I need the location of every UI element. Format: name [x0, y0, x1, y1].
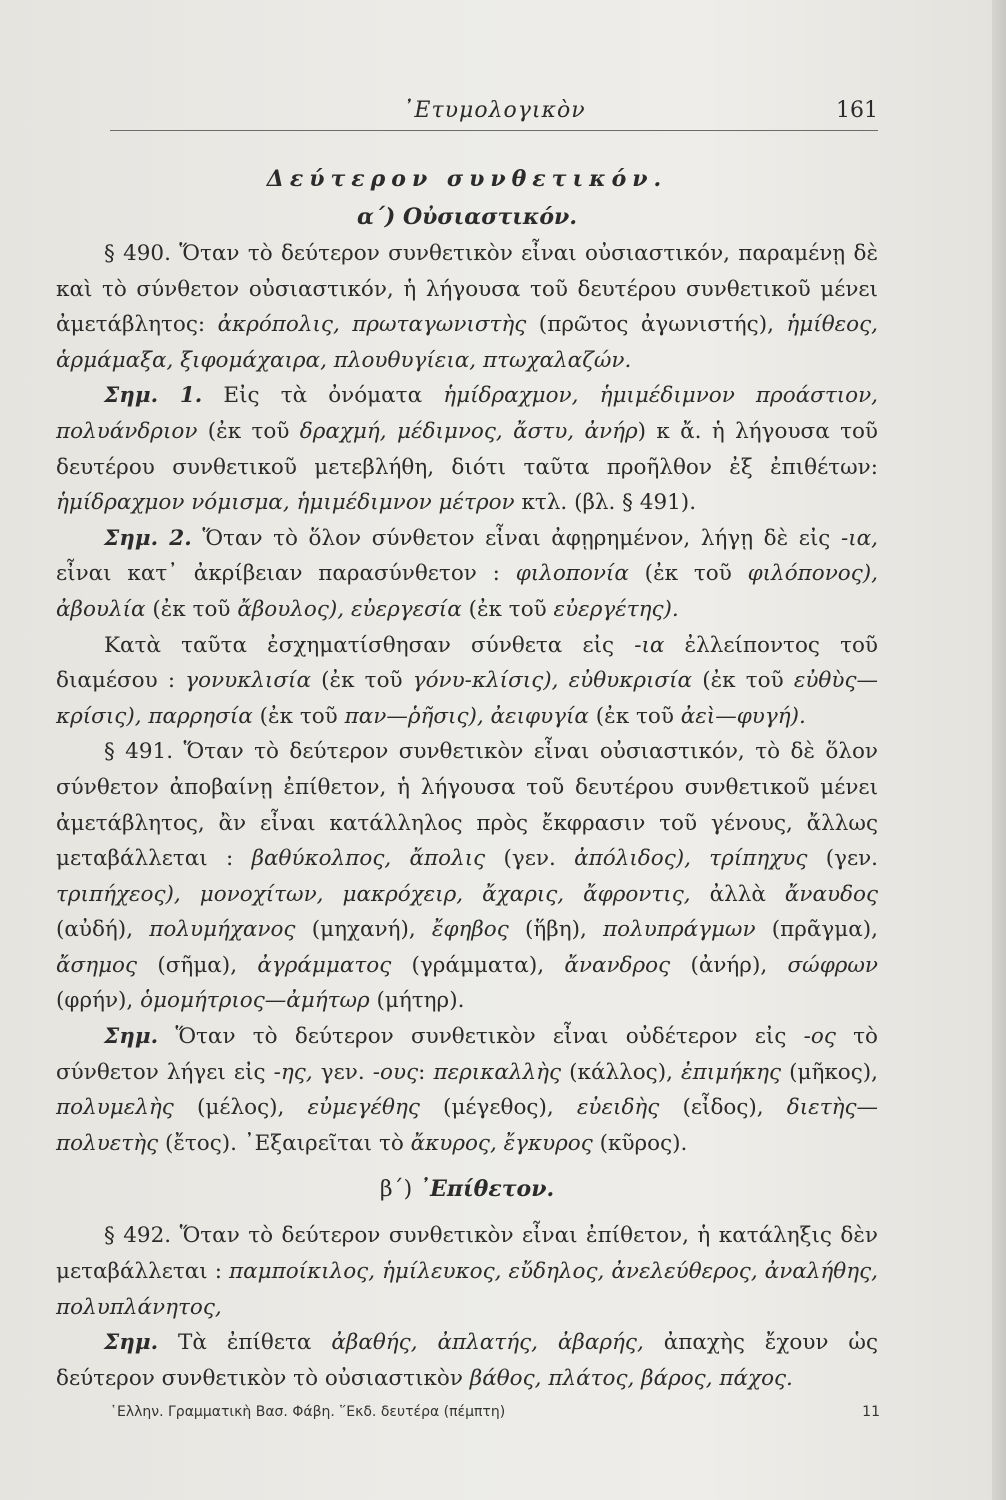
example: ἀπόλιδος), τρίπηχυς	[574, 846, 808, 872]
example: -ος	[803, 1024, 836, 1050]
text: Τὰ ἐπίθετα	[158, 1330, 332, 1356]
note-2	[56, 521, 878, 628]
section-number: § 491.	[104, 739, 174, 765]
text: ἀλλὰ	[690, 881, 785, 907]
paragraph-kata	[56, 628, 878, 735]
text: (σῆμα),	[137, 952, 258, 978]
text: (ἐκ τοῦ	[461, 596, 554, 622]
example: φιλόπονος), ἀβουλία	[56, 561, 878, 622]
example: βαθύκολπος, ἄπολις	[251, 846, 486, 872]
example: -ους	[372, 1059, 419, 1085]
example: γονυκλισία	[185, 668, 311, 694]
subsection-prefix: β΄)	[379, 1177, 420, 1203]
example: ἄνανδρος	[564, 952, 671, 978]
example: πολυπράγμων	[603, 917, 756, 943]
text: (γεν.	[485, 846, 575, 872]
text: (γεν.	[807, 846, 879, 872]
page-number: 161	[836, 98, 878, 123]
signature-number: 11	[862, 1404, 880, 1420]
example: περικαλλὴς	[433, 1059, 562, 1085]
example: -ια	[634, 632, 665, 658]
text: (ἐκ τοῦ	[197, 418, 300, 444]
text: (ἐκ τοῦ	[628, 561, 748, 587]
example: ἄβουλος), εὐεργεσία	[237, 596, 462, 622]
note-label: Σημ.	[104, 1330, 159, 1356]
subsection-title-b	[56, 1161, 878, 1218]
text: (αὐδή),	[56, 917, 150, 943]
text: (ἐκ τοῦ	[692, 668, 794, 694]
example: ἡμίδραχμον νόμισμα, ἡμιμέδιμνον μέτρον	[56, 490, 515, 516]
text: (ἀνήρ),	[670, 952, 788, 978]
section-number: § 492.	[104, 1223, 172, 1249]
example: εὐμεγέθης	[307, 1095, 420, 1121]
text: (ἥβη),	[508, 917, 604, 943]
text: (γράμματα),	[391, 952, 565, 978]
example: διετὴς—πολυετὴς	[56, 1095, 879, 1156]
text: (κῦρος).	[592, 1130, 688, 1156]
example: παμποίκιλος, ἡμίλευκος, εὔδηλος, ἀνελεύθερος, ἀναλήθης, πολυπλάνητος,	[56, 1259, 878, 1320]
header-rule	[110, 130, 878, 131]
text: Ὅταν τὸ δεύτερον συνθετικὸν εἶναι οὐσιαστικόν, τὸ δὲ ὅλον σύνθετον ἀποβαίνῃ ἐπίθετον, ἡ λήγουσα τοῦ δευτέρου συνθετικοῦ μένει ἀμετάβλητος, ἂν εἶναι κατάλληλος πρὸς ἔκφρασιν τοῦ γένους, ἄλλως μεταβάλλεται :	[56, 739, 878, 872]
example: ἄκυρος, ἔγκυρος	[410, 1130, 593, 1156]
subsection-title-a: α΄) Οὐσιαστικόν.	[357, 204, 577, 230]
section-number: § 490.	[104, 241, 171, 266]
example: πολυμήχανος	[149, 917, 296, 943]
footer-citation: ῾Ελλην. Γραμματικὴ Βασ. Φάβη. ῞Εκδ. δευτέρα (πέμπτη)	[110, 1404, 506, 1420]
text: ἐλλείποντος τοῦ διαμέσου :	[56, 632, 878, 694]
text: Ὅταν τὸ δεύτερον συνθετικὸν εἶναι οὐδέτερον εἰς	[158, 1024, 804, 1050]
text: εἶναι κατ᾿ ἀκρίβειαν παρασύνθετον :	[56, 561, 516, 587]
example: ἐπιμήκης	[681, 1059, 782, 1085]
example: ἄσημος	[56, 952, 138, 978]
example: ἡμίδραχμον, ἡμιμέδιμνον προάστιον, πολυάνδριον	[56, 383, 879, 444]
text: Κατὰ ταῦτα ἐσχηματίσθησαν σύνθετα εἰς	[104, 632, 635, 658]
text: ) κ ἄ. ἡ λήγουσα τοῦ δευτέρου συνθετικοῦ μετεβλήθη, διότι ταῦτα προῆλθον ἐξ ἐπιθέτων:	[56, 418, 878, 480]
text: (μέγεθος),	[419, 1095, 577, 1121]
page-edge-shadow	[992, 0, 1006, 1500]
text: (μέλος),	[173, 1095, 308, 1121]
paragraph-490	[56, 236, 878, 378]
example: δραχμή, μέδιμνος, ἄστυ, ἀνήρ	[299, 418, 638, 444]
example: τριπήχεος), μονοχίτων, μακρόχειρ, ἄχαρις, ἄφροντις,	[56, 881, 691, 907]
example: ἀεὶ—φυγή).	[680, 703, 806, 729]
text: (μηχανή),	[295, 917, 432, 943]
example: εὐειδὴς	[576, 1095, 660, 1121]
example: παν—ῥῆσις), ἀειφυγία	[344, 703, 589, 729]
example: εὐθὺς—κρίσις), παρρησία	[56, 668, 878, 729]
text: (κάλλος),	[561, 1059, 682, 1085]
text: Εἰς τὰ ὀνόματα	[202, 383, 444, 409]
text: Ὅταν τὸ δεύτερον συνθετικὸν εἶναι ἐπίθετον, ἡ κατάληξις δὲν μεταβάλλεται :	[56, 1223, 878, 1285]
running-header	[110, 98, 878, 132]
example: ἀκρόπολις, πρωταγωνιστὴς	[217, 312, 527, 338]
text: Ὅταν τὸ ὅλον σύνθετον εἶναι ἀφῃρημένον, λήγῃ δὲ εἰς	[191, 525, 841, 551]
footer	[110, 1404, 880, 1420]
example: εὐεργέτης).	[553, 596, 679, 622]
note-4	[56, 1325, 878, 1396]
example: ὁμομήτριος—ἀμήτωρ	[140, 988, 370, 1014]
page-content	[56, 160, 878, 1396]
text: (ἐκ τοῦ	[252, 703, 345, 729]
note-label: Σημ.	[104, 1024, 159, 1050]
example: ἡμίθεος, ἁρμάμαξα, ξιφομάχαιρα, πλουθυγίεια, πτωχαλαζών.	[56, 312, 878, 373]
text: (φρήν),	[56, 988, 141, 1014]
text: (μήτηρ).	[369, 988, 465, 1014]
note-label: Σημ. 2.	[104, 525, 192, 551]
text: (ἔτος). ᾿Εξαιρεῖται τὸ	[158, 1130, 411, 1156]
section-title: Δεύτερον συνθετικόν.	[266, 166, 668, 192]
example: -ια,	[840, 525, 878, 551]
subsection-name: ᾿Επίθετον.	[419, 1176, 555, 1203]
text: (εἶδος),	[659, 1095, 787, 1121]
note-label: Σημ. 1.	[104, 383, 203, 409]
text: (μῆκος),	[781, 1059, 879, 1085]
text: (ἐκ τοῦ	[588, 703, 681, 729]
example: ἄναυδος	[784, 881, 878, 907]
example: βάθος, πλάτος, βάρος, πάχος.	[469, 1365, 793, 1391]
example: σώφρων	[787, 952, 879, 978]
text: (ἐκ τοῦ	[310, 668, 413, 694]
paragraph-492	[56, 1218, 878, 1325]
example: -ης,	[273, 1059, 313, 1085]
example: ἀβαθής, ἀπλατής, ἀβαρής,	[331, 1330, 644, 1356]
running-title: ᾿Ετυμολογικὸν	[402, 98, 586, 123]
note-1	[56, 378, 878, 520]
text: τὸ σύνθετον λήγει εἰς	[56, 1024, 878, 1085]
example: γόνυ-κλίσις), εὐθυκρισία	[412, 668, 693, 694]
text: (ἐκ τοῦ	[145, 596, 238, 622]
text: (πρῶτος ἀγωνιστής),	[526, 312, 787, 338]
text: ἀπαχὴς ἔχουν ὡς δεύτερον συνθετικὸν τὸ οὐσιαστικὸν	[56, 1330, 878, 1391]
example: πολυμελὴς	[56, 1095, 174, 1121]
example: ἀγράμματος	[257, 952, 392, 978]
text: (πρᾶγμα),	[755, 917, 878, 943]
text: γεν.	[312, 1059, 373, 1085]
paragraph-491	[56, 734, 878, 1019]
example: ἔφηβος	[431, 917, 509, 943]
text: κτλ. (βλ. § 491).	[514, 490, 697, 516]
text: Ὅταν τὸ δεύτερον συνθετικὸν εἶναι οὐσιαστικόν, παραμένῃ δὲ καὶ τὸ σύνθετον οὐσιαστικόν, ἡ λήγουσα τοῦ δευτέρου συνθετικοῦ μένει ἀμετάβλητος:	[56, 241, 878, 338]
note-3	[56, 1019, 878, 1161]
text: :	[418, 1059, 434, 1085]
example: φιλοπονία	[515, 561, 629, 587]
